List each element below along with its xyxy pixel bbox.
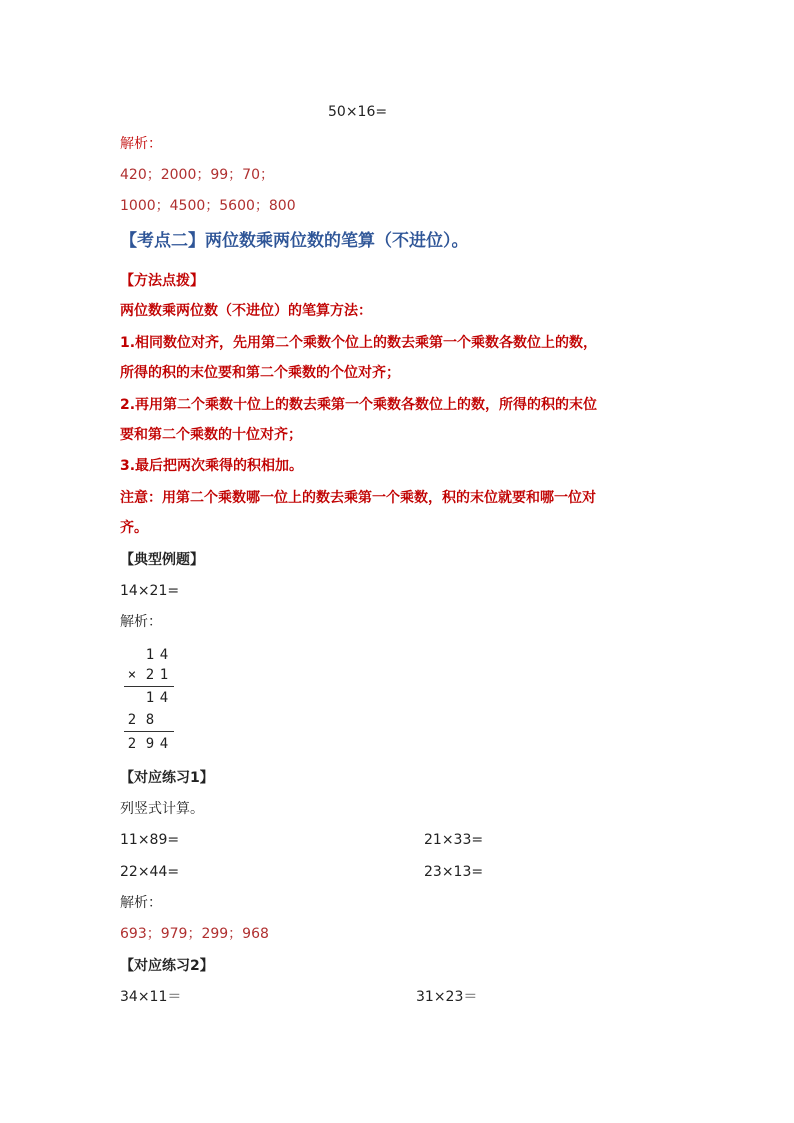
digit: 2 — [127, 736, 137, 752]
digit: 8 — [145, 712, 155, 728]
section-heading: 【考点二】两位数乘两位数的笔算（不进位）。 — [120, 231, 469, 251]
method-step-1b: 所得的积的末位要和第二个乘数的个位对齐； — [120, 365, 400, 381]
problem-50x16: 50×16= — [328, 104, 388, 120]
note-line-b: 齐。 — [120, 520, 148, 536]
digit: 1 — [145, 690, 155, 706]
method-step-1a: 1.相同数位对齐，先用第二个乘数个位上的数去乘第一个乘数各数位上的数， — [120, 335, 598, 351]
rule-line-2 — [124, 731, 174, 732]
method-intro: 两位数乘两位数（不进位）的笔算方法： — [120, 303, 372, 319]
example-problem: 14×21= — [120, 583, 180, 599]
rule-line-1 — [124, 686, 174, 687]
practice-2-problem-a: 34×11＝ — [120, 989, 182, 1005]
example-analysis-label: 解析： — [120, 614, 162, 630]
digit: 4 — [159, 736, 169, 752]
practice-1-problem-c: 22×44= — [120, 864, 180, 880]
practice-1-title: 【对应练习1】 — [120, 770, 214, 786]
practice-1-problem-d: 23×13= — [424, 864, 484, 880]
times-sign: × — [127, 667, 137, 683]
multiplicand-row — [124, 646, 176, 664]
method-step-2a: 2.再用第二个乘数十位上的数去乘第一个乘数各数位上的数，所得的积的末位 — [120, 397, 598, 413]
digit: 1 — [159, 667, 169, 683]
digit: 4 — [159, 690, 169, 706]
practice-2-title: 【对应练习2】 — [120, 958, 214, 974]
partial-product-1 — [124, 689, 176, 707]
digit: 4 — [159, 647, 169, 663]
partial-product-2 — [124, 711, 176, 729]
answers-line-2: 1000；4500；5600；800 — [120, 198, 296, 214]
practice-1-problem-a: 11×89= — [120, 832, 180, 848]
practice-1-problem-b: 21×33= — [424, 832, 484, 848]
practice-1-answers: 693；979；299；968 — [120, 926, 269, 942]
practice-1-analysis-label: 解析： — [120, 895, 162, 911]
digit: 2 — [127, 712, 137, 728]
digit: 9 — [145, 736, 155, 752]
answers-line-1: 420；2000；99；70； — [120, 167, 274, 183]
practice-2-problem-b: 31×23＝ — [416, 989, 478, 1005]
digit: 1 — [145, 647, 155, 663]
method-step-3: 3.最后把两次乘得的积相加。 — [120, 458, 304, 474]
digit: 2 — [145, 667, 155, 683]
method-title: 【方法点拨】 — [120, 273, 204, 289]
analysis-label: 解析： — [120, 136, 162, 152]
product-row — [124, 735, 176, 753]
example-title: 【典型例题】 — [120, 552, 204, 568]
vertical-multiplication — [124, 646, 178, 754]
method-step-2b: 要和第二个乘数的十位对齐； — [120, 427, 302, 443]
multiplier-row — [124, 666, 176, 684]
practice-1-instruction: 列竖式计算。 — [120, 801, 204, 817]
note-line-a: 注意：用第二个乘数哪一位上的数去乘第一个乘数，积的末位就要和哪一位对 — [120, 490, 596, 506]
